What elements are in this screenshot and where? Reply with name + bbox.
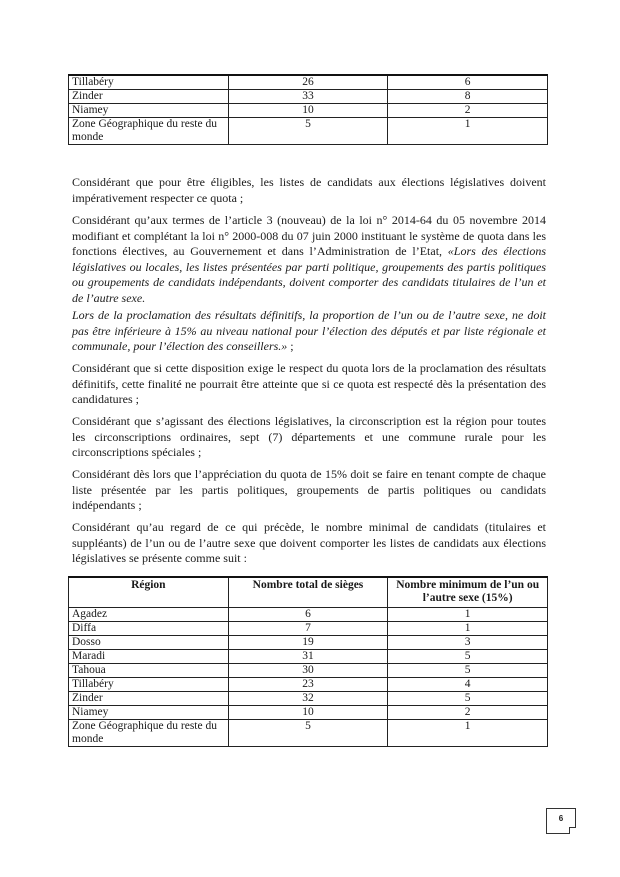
paragraph-minimum-candidates [72,520,546,567]
region-cell: Niamey [69,104,229,118]
paragraph-proclamation [72,308,546,355]
minimum-cell: 1 [388,622,548,636]
region-cell: Zone Géographique du reste du monde [69,118,229,145]
minimum-cell: 1 [388,608,548,622]
seats-cell: 30 [228,664,388,678]
quoted-law-text: Lors de la proclamation des résultats définitifs, la proportion de l’un ou de l’autre sexe, ne doit pas être inférieure à 15% au niveau national pour l’élection des députés et par liste régionale et communale, pour l’élection des conseillers.» [72,308,546,353]
minimum-cell: 8 [388,90,548,104]
paragraph-text: Considérant que pour être éligibles, les listes de candidats aux élections législatives doivent impérativement respecter ce quota ; [72,175,546,205]
minimum-cell: 6 [388,75,548,90]
seats-table-body [69,75,548,145]
header-minimum: Nombre minimum de l’un ou l’autre sexe (15%) [388,577,548,608]
region-cell: Agadez [69,608,229,622]
seats-cell: 32 [228,692,388,706]
seats-cell: 19 [228,636,388,650]
seats-cell: 5 [228,118,388,145]
paragraph-text: Considérant que si cette disposition exige le respect du quota lors de la proclamation des résultats définitifs, cette finalité ne pourrait être atteinte que si ce quota est respecté dès la présentation des candidatures ; [72,361,546,406]
table-row [69,118,548,145]
paragraph-text: Considérant que s’agissant des élections législatives, la circonscription est la région pour toutes les circonscriptions ordinaires, sept (7) départements et une commune rurale pour les circonscriptions spéciales ; [72,414,546,459]
seats-cell: 6 [228,608,388,622]
seats-cell: 7 [228,622,388,636]
region-cell: Tillabéry [69,678,229,692]
paragraph-article-3 [72,213,546,306]
paragraph-quota-respect [72,361,546,408]
table-header-row [69,577,548,608]
paragraph-quota-appreciation [72,467,546,514]
region-cell: Niamey [69,706,229,720]
paragraph-circumscription [72,414,546,461]
paragraph-text: Considérant qu’aux termes de l’article 3 (nouveau) de la loi n° 2014-64 du 05 novembre 2014 modifiant et complétant la loi n° 2000-008 du 07 juin 2000 instituant le système de quota dans les fonctions électives, au Gouvernement et dans l’Administration de l’Etat, [72,213,546,258]
seats-cell: 23 [228,678,388,692]
table-row [69,608,548,622]
region-cell: Diffa [69,622,229,636]
region-cell: Dosso [69,636,229,650]
paragraph-text: Considérant dès lors que l’appréciation du quota de 15% doit se faire en tenant compte de chaque liste présentée par les partis politiques, groupements de partis politiques ou candidats indépendants ; [72,467,546,512]
header-region: Région [69,577,229,608]
table-row [69,104,548,118]
paragraph-text: ; [287,339,294,353]
table-row [69,622,548,636]
quoted-law-text: «Lors des élections législatives ou locales, les listes présentées par parti politique, groupements des partis politiques ou groupements de candidats indépendants, doivent comporter des candidats titulaires de l’un et de l’autre sexe. [72,244,546,305]
table-row [69,692,548,706]
minimum-cell: 5 [388,692,548,706]
paragraph-eligibility [72,175,546,206]
minimum-cell: 5 [388,664,548,678]
seats-cell: 5 [228,720,388,747]
region-cell: Tahoua [69,664,229,678]
seats-cell: 10 [228,104,388,118]
region-cell: Zinder [69,692,229,706]
minimum-cell: 1 [388,118,548,145]
paragraph-text: Considérant qu’au regard de ce qui précède, le nombre minimal de candidats (titulaires et suppléants) de l’un ou de l’autre sexe que doivent comporter les listes de candidats aux élections législatives se présente comme suit : [72,520,546,565]
minimum-cell: 4 [388,678,548,692]
minimum-cell: 5 [388,650,548,664]
table-row [69,706,548,720]
seats-cell: 26 [228,75,388,90]
table-row [69,90,548,104]
region-cell: Zone Géographique du reste du monde [69,720,229,747]
header-total-seats: Nombre total de sièges [228,577,388,608]
page-number: 6 [558,814,564,823]
table-row [69,720,548,747]
region-cell: Zinder [69,90,229,104]
seats-cell: 31 [228,650,388,664]
minimum-cell: 3 [388,636,548,650]
seats-table-continued [68,74,548,145]
region-cell: Tillabéry [69,75,229,90]
table-row [69,636,548,650]
page-number-badge [546,808,576,834]
minimum-cell: 2 [388,706,548,720]
minimum-cell: 1 [388,720,548,747]
table-row [69,678,548,692]
region-cell: Maradi [69,650,229,664]
table-row [69,664,548,678]
seats-cell: 33 [228,90,388,104]
minimum-candidates-table [68,576,548,747]
minimum-cell: 2 [388,104,548,118]
table-row [69,75,548,90]
table-row [69,650,548,664]
seats-cell: 10 [228,706,388,720]
